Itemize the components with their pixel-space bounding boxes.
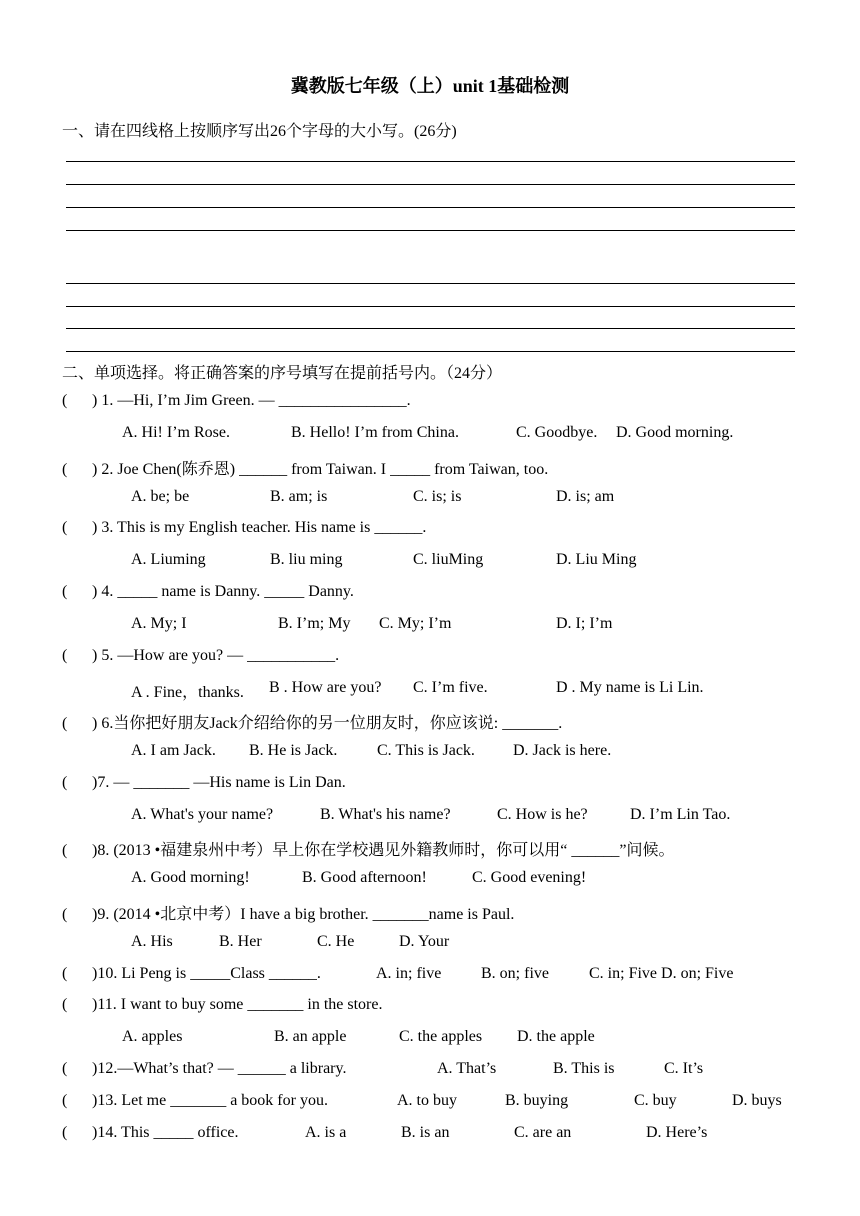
answer-bracket: ( [62, 1124, 68, 1141]
question-2 [62, 456, 548, 479]
question-13 [62, 1092, 328, 1110]
writing-line [66, 283, 795, 284]
option-a: A. to buy [397, 1092, 457, 1109]
question-5 [62, 647, 339, 665]
option-c: C. in; Five D. on; Five [589, 965, 734, 982]
question-text: )14. This _____ office. [92, 1124, 239, 1141]
option-d: D. Jack is here. [513, 742, 612, 759]
writing-line [66, 161, 795, 162]
question-6 [62, 710, 562, 733]
option-a: A. Liuming [131, 551, 206, 568]
option-a: A. I am Jack. [131, 742, 216, 759]
option-a: A . Fine，thanks. [131, 684, 244, 701]
option-a: A. His [131, 933, 173, 950]
answer-bracket: ( [62, 583, 68, 600]
option-b: B. This is [553, 1060, 615, 1077]
question-14 [62, 1124, 239, 1142]
question-text: ) 2. Joe Chen(陈乔恩) ______ from Taiwan. I _____ from Taiwan, too. [92, 461, 549, 478]
option-a: A. That’s [437, 1060, 497, 1077]
writing-line [66, 351, 795, 352]
answer-bracket: ( [62, 519, 68, 536]
question-text: ) 6.当你把好朋友Jack介绍给你的另一位朋友时，你应该说: _______. [92, 715, 563, 732]
option-d: D. the apple [517, 1028, 595, 1045]
answer-bracket: ( [62, 647, 68, 664]
option-a: A. apples [122, 1028, 183, 1045]
option-b: B. He is Jack. [249, 742, 338, 759]
option-b: B . How are you? [269, 679, 382, 696]
question-8 [62, 837, 674, 860]
option-a: A. Hi! I’m Rose. [122, 424, 230, 441]
answer-bracket: ( [62, 461, 68, 478]
question-text: )12.—What’s that? — ______ a library. [92, 1060, 347, 1077]
option-c: C. buy [634, 1092, 677, 1109]
part1-heading: 一、请在四线格上按顺序写出26个字母的大小写。(26分) [62, 123, 457, 140]
question-text: )10. Li Peng is _____Class ______. [92, 965, 321, 982]
option-b: B. Hello! I’m from China. [291, 424, 459, 441]
answer-bracket: ( [62, 1092, 68, 1109]
writing-line [66, 207, 795, 208]
question-text: ) 4. _____ name is Danny. _____ Danny. [92, 583, 354, 600]
question-12 [62, 1060, 346, 1078]
writing-line [66, 306, 795, 307]
question-text: ) 5. —How are you? — ___________. [92, 647, 340, 664]
writing-line [66, 328, 795, 329]
option-b: B. Her [219, 933, 262, 950]
question-text: )13. Let me _______ a book for you. [92, 1092, 328, 1109]
answer-bracket: ( [62, 842, 68, 859]
writing-line [66, 230, 795, 231]
question-11 [62, 996, 382, 1014]
option-b: B. am; is [270, 488, 328, 505]
question-text: )11. I want to buy some _______ in the store. [92, 996, 383, 1013]
option-c: C. Goodbye. [516, 424, 598, 441]
option-a: A. be; be [131, 488, 190, 505]
question-text: )7. — _______ —His name is Lin Dan. [92, 774, 346, 791]
question-10 [62, 965, 321, 983]
option-b: B. Good afternoon! [302, 869, 427, 886]
question-text: )9. (2014 •北京中考）I have a big brother. _______name is Paul. [92, 906, 515, 923]
question-3 [62, 519, 426, 537]
option-b: B. on; five [481, 965, 549, 982]
option-a: A. What's your name? [131, 806, 274, 823]
option-a: A. in; five [376, 965, 442, 982]
option-b: B. liu ming [270, 551, 343, 568]
answer-bracket: ( [62, 774, 68, 791]
option-c: C. the apples [399, 1028, 483, 1045]
page-title: 冀教版七年级（上）unit 1基础检测 [290, 76, 570, 96]
question-4 [62, 583, 354, 601]
option-d: D. buys [732, 1092, 782, 1109]
answer-bracket: ( [62, 965, 68, 982]
part2-heading: 二、单项选择。将正确答案的序号填写在提前括号内。（24分） [62, 365, 503, 382]
question-text: ) 3. This is my English teacher. His name is ______. [92, 519, 427, 536]
option-b: B. an apple [274, 1028, 347, 1045]
answer-bracket: ( [62, 392, 68, 409]
option-d: D. Here’s [646, 1124, 708, 1141]
option-d: D. is; am [556, 488, 615, 505]
answer-bracket: ( [62, 906, 68, 923]
option-b: B. What's his name? [320, 806, 451, 823]
writing-line [66, 184, 795, 185]
option-d: D. Good morning. [616, 424, 734, 441]
answer-bracket: ( [62, 996, 68, 1013]
option-c: C. How is he? [497, 806, 588, 823]
option-b: B. I’m; My [278, 615, 351, 632]
option-c: C. It’s [664, 1060, 704, 1077]
question-text: )8. (2013 •福建泉州中考）早上你在学校遇见外籍教师时，你可以用“ ______”问候。 [92, 842, 675, 859]
question-7 [62, 774, 346, 792]
question-1 [62, 392, 411, 410]
option-c: C. This is Jack. [377, 742, 475, 759]
option-d: D. Your [399, 933, 450, 950]
option-c: C. My; I’m [379, 615, 452, 632]
option-d: D. Liu Ming [556, 551, 637, 568]
option-d: D. I’m Lin Tao. [630, 806, 731, 823]
option-a: A. My; I [131, 615, 187, 632]
option-a: A. is a [305, 1124, 347, 1141]
option-c: C. Good evening! [472, 869, 587, 886]
option-b: B. is an [401, 1124, 450, 1141]
option-d: D. I; I’m [556, 615, 613, 632]
answer-bracket: ( [62, 715, 68, 732]
option-b: B. buying [505, 1092, 569, 1109]
option-c: C. is; is [413, 488, 462, 505]
option-d: D . My name is Li Lin. [556, 679, 704, 696]
question-9 [62, 901, 514, 924]
option-c: C. are an [514, 1124, 572, 1141]
answer-bracket: ( [62, 1060, 68, 1077]
option-c: C. liuMing [413, 551, 484, 568]
option-c: C. I’m five. [413, 679, 488, 696]
option-c: C. He [317, 933, 355, 950]
question-text: ) 1. —Hi, I’m Jim Green. — ________________. [92, 392, 411, 409]
option-a: A. Good morning! [131, 869, 250, 886]
